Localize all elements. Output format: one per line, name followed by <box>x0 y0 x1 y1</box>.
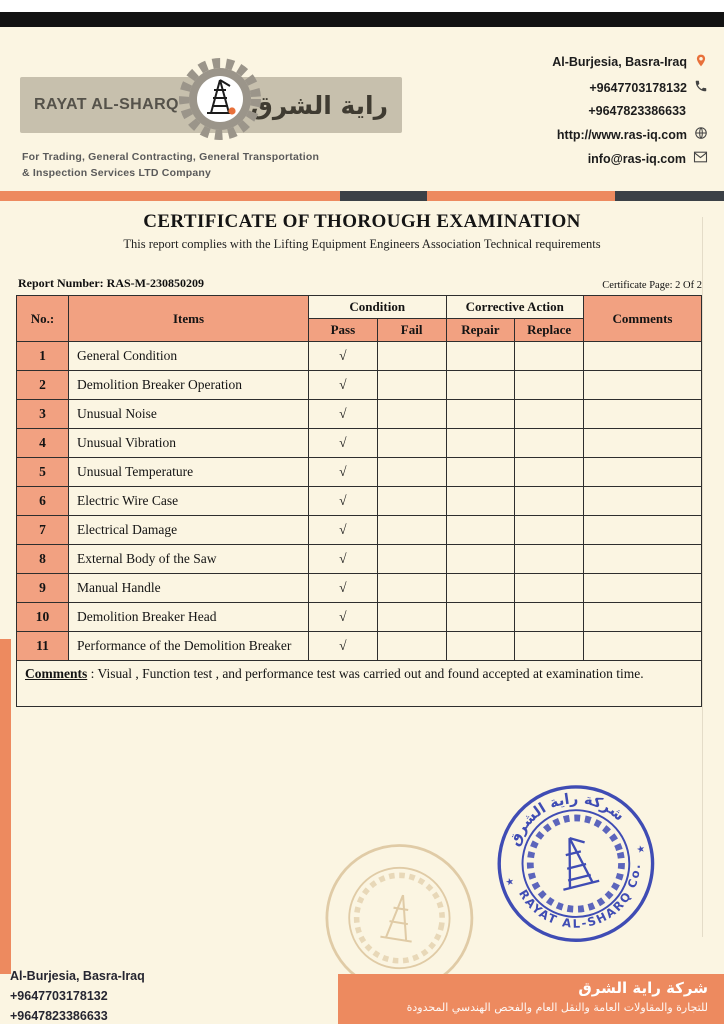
table-row <box>17 516 702 545</box>
row-comments <box>584 429 702 458</box>
row-fail-mark <box>377 371 446 400</box>
location-pin-icon <box>694 53 708 71</box>
scan-crease-line <box>702 217 703 937</box>
comments-text: : Visual , Function test , and performance test was carried out and found accepted at examination time. <box>87 666 644 681</box>
row-pass-mark: √ <box>309 487 378 516</box>
company-name-en: RAYAT AL-SHARQ <box>34 96 179 113</box>
row-number: 10 <box>17 603 69 632</box>
row-comments <box>584 574 702 603</box>
col-header-no: No.: <box>17 296 69 342</box>
stamp-bottom-text: RAYAT AL-SHARQ Co. <box>516 862 644 931</box>
divider-orange-segment <box>0 191 340 201</box>
row-repair-mark <box>446 603 515 632</box>
table-row <box>17 632 702 661</box>
comments-row <box>17 661 702 707</box>
row-replace-mark <box>515 342 584 371</box>
report-number-label: Report Number: <box>18 276 104 290</box>
row-number: 9 <box>17 574 69 603</box>
row-repair-mark <box>446 632 515 661</box>
table-row <box>17 429 702 458</box>
row-pass-mark: √ <box>309 545 378 574</box>
col-header-pass: Pass <box>309 319 378 342</box>
row-number: 7 <box>17 516 69 545</box>
table-row <box>17 458 702 487</box>
contact-website[interactable] <box>557 126 708 143</box>
header <box>0 27 724 189</box>
row-number: 1 <box>17 342 69 371</box>
contact-address <box>552 53 708 71</box>
left-accent-stripe <box>0 639 11 974</box>
table-row <box>17 342 702 371</box>
address-text: Al-Burjesia, Basra-Iraq <box>552 55 687 69</box>
certificate-title: CERTIFICATE OF THOROUGH EXAMINATION <box>143 211 581 232</box>
tagline-line1: For Trading, General Contracting, General Transportation <box>22 151 320 163</box>
tagline-line2: & Inspection Services LTD Company <box>22 167 212 180</box>
row-replace-mark <box>515 458 584 487</box>
row-fail-mark <box>377 458 446 487</box>
row-comments <box>584 545 702 574</box>
footer-company-name-ar: شركة راية الشرق <box>578 979 708 997</box>
certificate-page-label: Certificate Page: 2 Of 2 <box>602 280 702 291</box>
row-repair-mark <box>446 429 515 458</box>
row-item: Unusual Vibration <box>69 429 309 458</box>
row-comments <box>584 371 702 400</box>
row-number: 8 <box>17 545 69 574</box>
row-item: Demolition Breaker Operation <box>69 371 309 400</box>
divider-orange-segment <box>427 191 615 201</box>
gear-derrick-logo-icon <box>174 53 266 150</box>
row-repair-mark <box>446 545 515 574</box>
svg-text:RAYAT AL-SHARQ Co. <box>515 859 655 945</box>
footer-company-block <box>338 974 724 1024</box>
report-number-value: RAS-M-230850209 <box>106 276 204 290</box>
table-row <box>17 574 702 603</box>
website-text[interactable]: http://www.ras-iq.com <box>556 127 687 142</box>
contact-info <box>456 37 708 189</box>
report-info-row <box>0 276 724 291</box>
row-comments <box>584 516 702 545</box>
contact-phone2 <box>588 104 708 118</box>
certificate-page <box>0 27 724 1024</box>
row-repair-mark <box>446 400 515 429</box>
footer-company-tagline-ar: للتجارة والمقاولات العامة والنقل العام والفحص الهندسي المحدودة <box>406 1001 708 1014</box>
row-replace-mark <box>515 574 584 603</box>
row-number: 3 <box>17 400 69 429</box>
row-pass-mark: √ <box>309 632 378 661</box>
comments-cell <box>17 661 702 707</box>
row-fail-mark <box>377 516 446 545</box>
table-row <box>17 487 702 516</box>
row-fail-mark <box>377 632 446 661</box>
row-fail-mark <box>377 429 446 458</box>
row-item: Performance of the Demolition Breaker <box>69 632 309 661</box>
row-fail-mark <box>377 487 446 516</box>
row-comments <box>584 458 702 487</box>
row-number: 4 <box>17 429 69 458</box>
row-pass-mark: √ <box>309 400 378 429</box>
row-repair-mark <box>446 487 515 516</box>
col-header-replace: Replace <box>515 319 584 342</box>
logo-block <box>16 37 456 189</box>
report-number <box>18 276 204 291</box>
footer-phone1: +9647703178132 <box>10 989 108 1003</box>
row-replace-mark <box>515 545 584 574</box>
scan-top-bar <box>0 12 724 27</box>
row-fail-mark <box>377 603 446 632</box>
row-replace-mark <box>515 400 584 429</box>
footer-contact <box>10 969 145 1024</box>
envelope-icon <box>693 151 708 166</box>
table-body <box>17 342 702 661</box>
row-replace-mark <box>515 632 584 661</box>
col-header-repair: Repair <box>446 319 515 342</box>
row-pass-mark: √ <box>309 516 378 545</box>
row-pass-mark: √ <box>309 458 378 487</box>
contact-email[interactable] <box>588 151 708 166</box>
footer-address: Al-Burjesia, Basra-Iraq <box>10 969 145 983</box>
examination-table-wrap <box>0 291 724 707</box>
row-replace-mark <box>515 516 584 545</box>
row-fail-mark <box>377 342 446 371</box>
phone1-text: +9647703178132 <box>589 80 687 95</box>
divider-slate-segment <box>615 191 724 201</box>
row-fail-mark <box>377 545 446 574</box>
col-header-condition: Condition <box>309 296 447 319</box>
company-stamp <box>476 764 677 969</box>
row-number: 11 <box>17 632 69 661</box>
row-replace-mark <box>515 487 584 516</box>
table-row <box>17 371 702 400</box>
stamp-derrick-icon <box>552 834 600 890</box>
footer-phone2: +9647823386633 <box>10 1009 108 1023</box>
row-item: General Condition <box>69 342 309 371</box>
row-repair-mark <box>446 574 515 603</box>
contact-phone1 <box>589 79 708 96</box>
row-comments <box>584 603 702 632</box>
col-header-corrective-action: Corrective Action <box>446 296 584 319</box>
col-header-items: Items <box>69 296 309 342</box>
row-pass-mark: √ <box>309 603 378 632</box>
table-row <box>17 545 702 574</box>
row-number: 5 <box>17 458 69 487</box>
row-item: Demolition Breaker Head <box>69 603 309 632</box>
col-header-comments: Comments <box>584 296 702 342</box>
row-comments <box>584 400 702 429</box>
row-item: Electric Wire Case <box>69 487 309 516</box>
stamp-star-right: ★ <box>635 843 647 857</box>
email-text[interactable]: info@ras-iq.com <box>587 151 686 166</box>
comments-label: Comments <box>25 666 88 681</box>
row-item: Manual Handle <box>69 574 309 603</box>
row-item: Unusual Temperature <box>69 458 309 487</box>
row-comments <box>584 632 702 661</box>
table-row <box>17 603 702 632</box>
row-replace-mark <box>515 603 584 632</box>
row-repair-mark <box>446 371 515 400</box>
row-fail-mark <box>377 400 446 429</box>
company-name-ar: راية الشرق <box>250 90 388 120</box>
stamp-star-left: ★ <box>504 876 516 889</box>
row-item: External Body of the Saw <box>69 545 309 574</box>
divider-slate-segment <box>340 191 427 201</box>
row-pass-mark: √ <box>309 371 378 400</box>
row-replace-mark <box>515 429 584 458</box>
company-tagline <box>22 149 319 182</box>
col-header-fail: Fail <box>377 319 446 342</box>
row-number: 2 <box>17 371 69 400</box>
table-row <box>17 400 702 429</box>
row-item: Unusual Noise <box>69 400 309 429</box>
row-repair-mark <box>446 342 515 371</box>
certificate-subtitle: This report complies with the Lifting Equipment Engineers Association Technical requirements <box>123 237 601 251</box>
row-pass-mark: √ <box>309 342 378 371</box>
phone2-text: +9647823386633 <box>588 104 686 118</box>
row-fail-mark <box>377 574 446 603</box>
row-replace-mark <box>515 371 584 400</box>
row-pass-mark: √ <box>309 429 378 458</box>
row-pass-mark: √ <box>309 574 378 603</box>
accent-divider <box>0 191 724 201</box>
row-repair-mark <box>446 458 515 487</box>
phone-icon <box>694 79 708 96</box>
globe-icon <box>694 126 708 143</box>
row-repair-mark <box>446 516 515 545</box>
title-block <box>0 211 724 252</box>
row-item: Electrical Damage <box>69 516 309 545</box>
stamp-top-text: شركة راية الشرق <box>505 790 628 849</box>
examination-table <box>16 295 702 707</box>
row-comments <box>584 487 702 516</box>
row-comments <box>584 342 702 371</box>
row-number: 6 <box>17 487 69 516</box>
